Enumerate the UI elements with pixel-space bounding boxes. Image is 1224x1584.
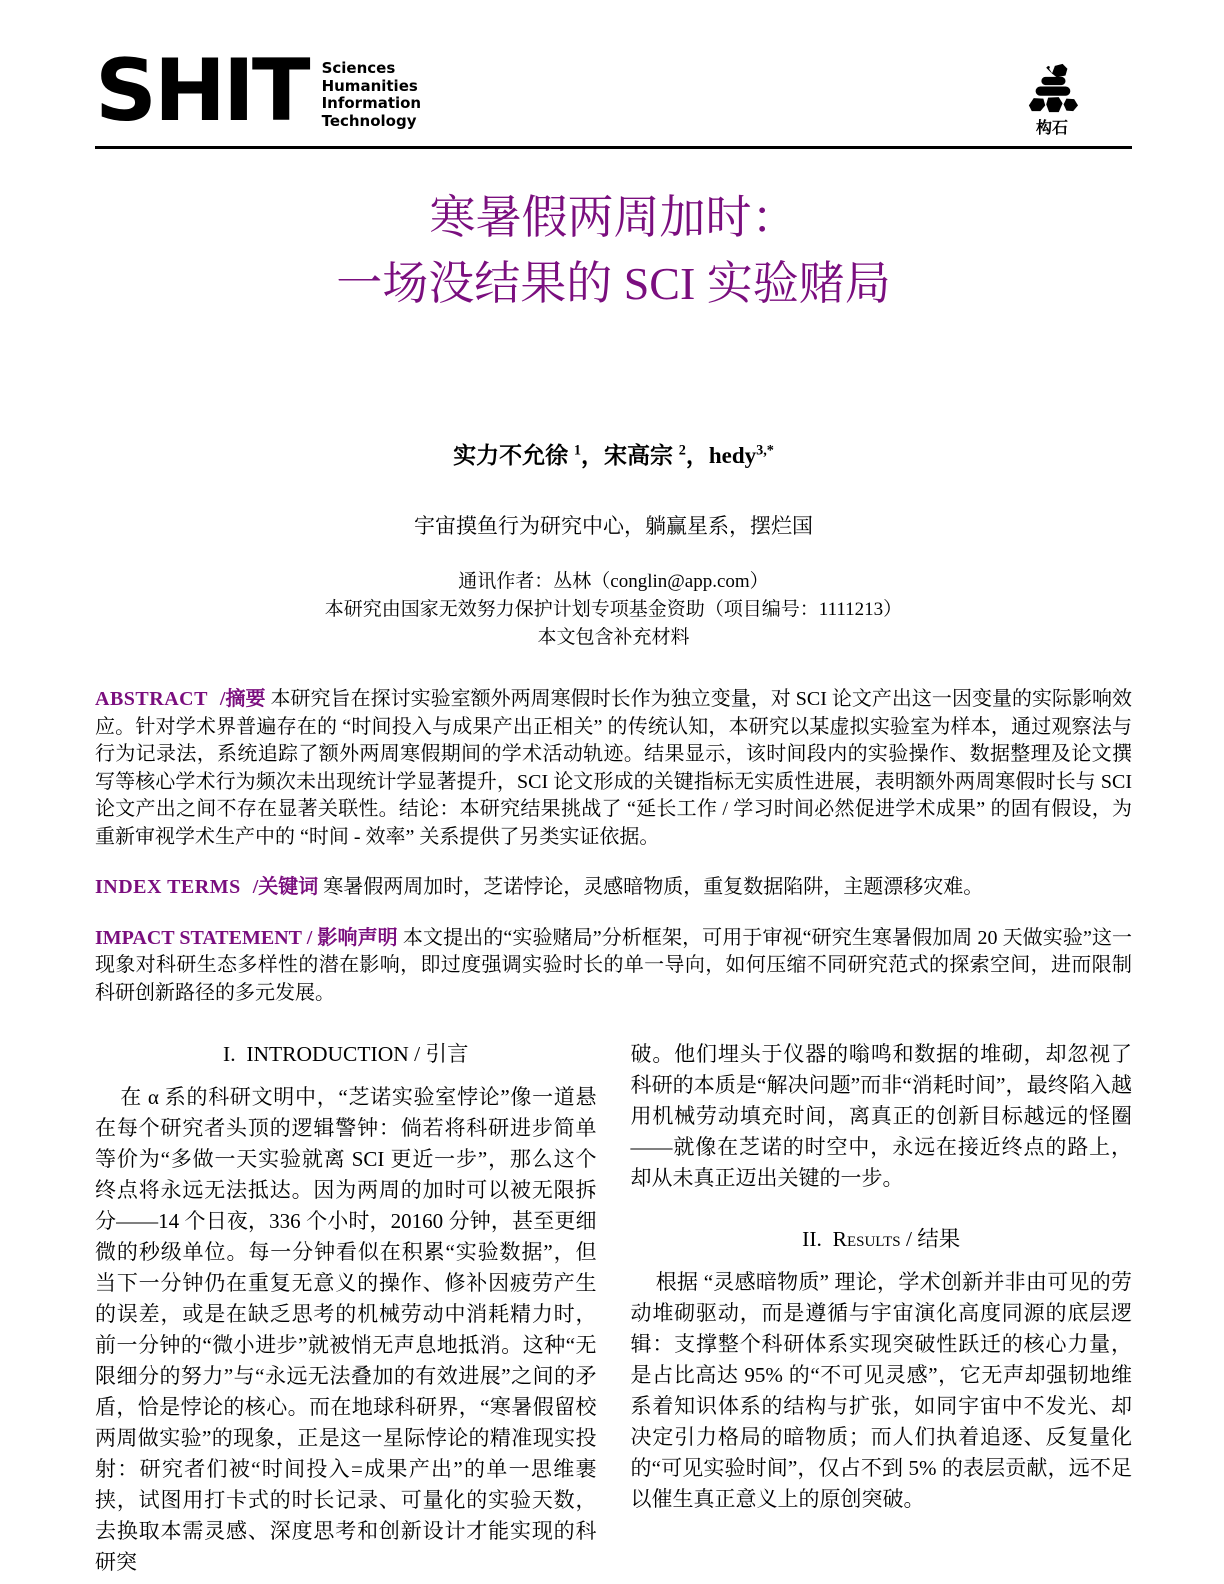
introduction-heading: I. INTRODUCTION / 引言 [223,1042,469,1066]
affiliation-line: 宇宙摸鱼行为研究中心，躺赢星系，摆烂国 [414,514,813,538]
author-line [95,437,1132,470]
author-affiliation-marker: 1 [573,442,581,459]
abstract-label-zh: /摘要 [219,688,266,710]
index-terms-label-zh: /关键词 [252,876,319,898]
index-terms-label-en: INDEX TERMS [95,876,241,898]
author-affiliation-marker: 3,* [756,442,774,459]
correspondence-block [95,568,1132,652]
body-columns [95,1039,1132,1578]
journal-logo-text: SHIT [95,41,308,141]
masthead [95,41,1132,141]
journal-tagline [322,60,422,130]
funding-line: 本研究由国家无效努力保护计划专项基金资助（项目编号：1111213） [324,599,903,620]
supplementary-note-line: 本文包含补充材料 [537,627,690,648]
impact-text: 本文提出的“实验赌局”分析框架，可用于审视“研究生寒暑假加周 20 天做实验”这一现象对科研生态多样性的潜在影响，即过度强调实验时长的单一导向，如何压缩不同研究范式的探索空间，进而限制科研创新路径的多元发展。 [95,926,1133,1004]
author-name: 实力不允徐 [453,443,574,468]
introduction-paragraph: 在 α 系的科研文明中，“芝诺实验室悖论”像一道悬在每个研究者头顶的逻辑警钟：倘若将科研进步简单等价为“多做一天实验就离 SCI 更近一步”，那么这个终点将永远无法抵达。因为两周的加时可以被无限拆分——14 个日夜，336 个小时，20160 分钟，甚至更细微的秒级单位。每一分钟看似在积累“实验数据”，但当下一分钟仍在重复无意义的操作、修补因疲劳产生的误差，或是在缺乏思考的机械劳动中消耗精力时，前一分钟的“微小进步”就被悄无声息地抵消。这种“无限细分的努力”与“永远无法叠加的有效进展”之间的矛盾，恰是悖论的核心。而在地球科研界，“寒暑假留校两周做实验”的现象，正是这一星际悖论的精准现实投射：研究者们被“时间投入=成果产出”的单一思维裹挟，试图用打卡式的时长记录、可量化的实验天数，去换取本需灵感、深度思考和创新设计才能实现的科研突 [95,1085,597,1574]
impact-label-en: IMPACT STATEMENT [95,926,302,949]
introduction-paragraph-continued: 破。他们埋头于仪器的嗡鸣和数据的堆砌，却忽视了科研的本质是“解决问题”而非“消耗时间”，最终陷入越用机械劳动填充时间，离真正的创新目标越远的怪圈——就像在芝诺的时空中，永远在接近终点的路上，却从未真正迈出关键的一步。 [630,1042,1132,1190]
abstract-text: 本研究旨在探讨实验室额外两周寒假时长作为独立变量，对 SCI 论文产出这一因变量的实际影响效应。针对学术界普遍存在的 “时间投入与成果产出正相关” 的传统认知，本研究以某虚拟实验室为样本，通过观察法与行为记录法，系统追踪了额外两周寒假期间的学术活动轨迹。结果显示，该时间段内的实验操作、数据整理及论文撰写等核心学术行为频次未出现统计学显著提升，SCI 论文形成的关键指标无实质性进展，表明额外两周寒假时长与 SCI 论文产出之间不存在显著关联性。结论：本研究结果挑战了 “延长工作 / 学习时间必然促进学术成果” 的固有假设，为重新审视学术生产中的 “时间 - 效率” 关系提供了另类实证依据。 [95,688,1133,848]
journal-logo [95,41,422,141]
abstract-label-en: ABSTRACT [95,688,208,710]
author-affiliation-marker: 2 [678,442,686,459]
author-name: ，宋高宗 [580,443,679,468]
tagline-line: Sciences [321,59,396,77]
publisher-badge [1020,62,1084,138]
paper-title-line1: 寒暑假两周加时： [429,192,798,243]
corresponding-author-line: 通讯作者：丛林（conglin@app.com） [458,571,769,592]
tagline-line: Humanities [321,76,418,95]
right-column [631,1039,1133,1578]
tagline-line: Information [321,94,422,112]
rock-pile-icon [1020,62,1084,114]
masthead-divider [95,146,1132,149]
publisher-badge-label: 构石 [1035,118,1068,137]
left-column [95,1039,597,1578]
results-heading: II. Results / 结果 [802,1227,961,1251]
paper-title-line2: 一场没结果的 SCI 实验赌局 [336,258,891,309]
impact-statement-paragraph [95,925,1132,1008]
index-terms-paragraph [95,874,1132,902]
index-terms-text: 寒暑假两周加时，芝诺悖论，灵感暗物质，重复数据陷阱，主题漂移灾难。 [323,876,984,898]
author-name: ，hedy [685,443,757,468]
tagline-line: Technology [321,111,417,130]
paper-title [95,185,1132,317]
results-paragraph: 根据 “灵感暗物质” 理论，学术创新并非由可见的劳动堆砌驱动，而是遵循与宇宙演化高度同源的底层逻辑：支撑整个科研体系实现突破性跃迁的核心力量，是占比高达 95% 的“不可见灵感”，它无声却强韧地维系着知识体系的结构与扩张，如同宇宙中不发光、却决定引力格局的暗物质；而人们执着追逐、反复量化的“可见实验时间”，仅占不到 5% 的表层贡献，远不足以催生真正意义上的原创突破。 [630,1270,1132,1511]
abstract-paragraph [95,686,1132,851]
impact-label-zh2: / 影响声明 [306,926,398,949]
